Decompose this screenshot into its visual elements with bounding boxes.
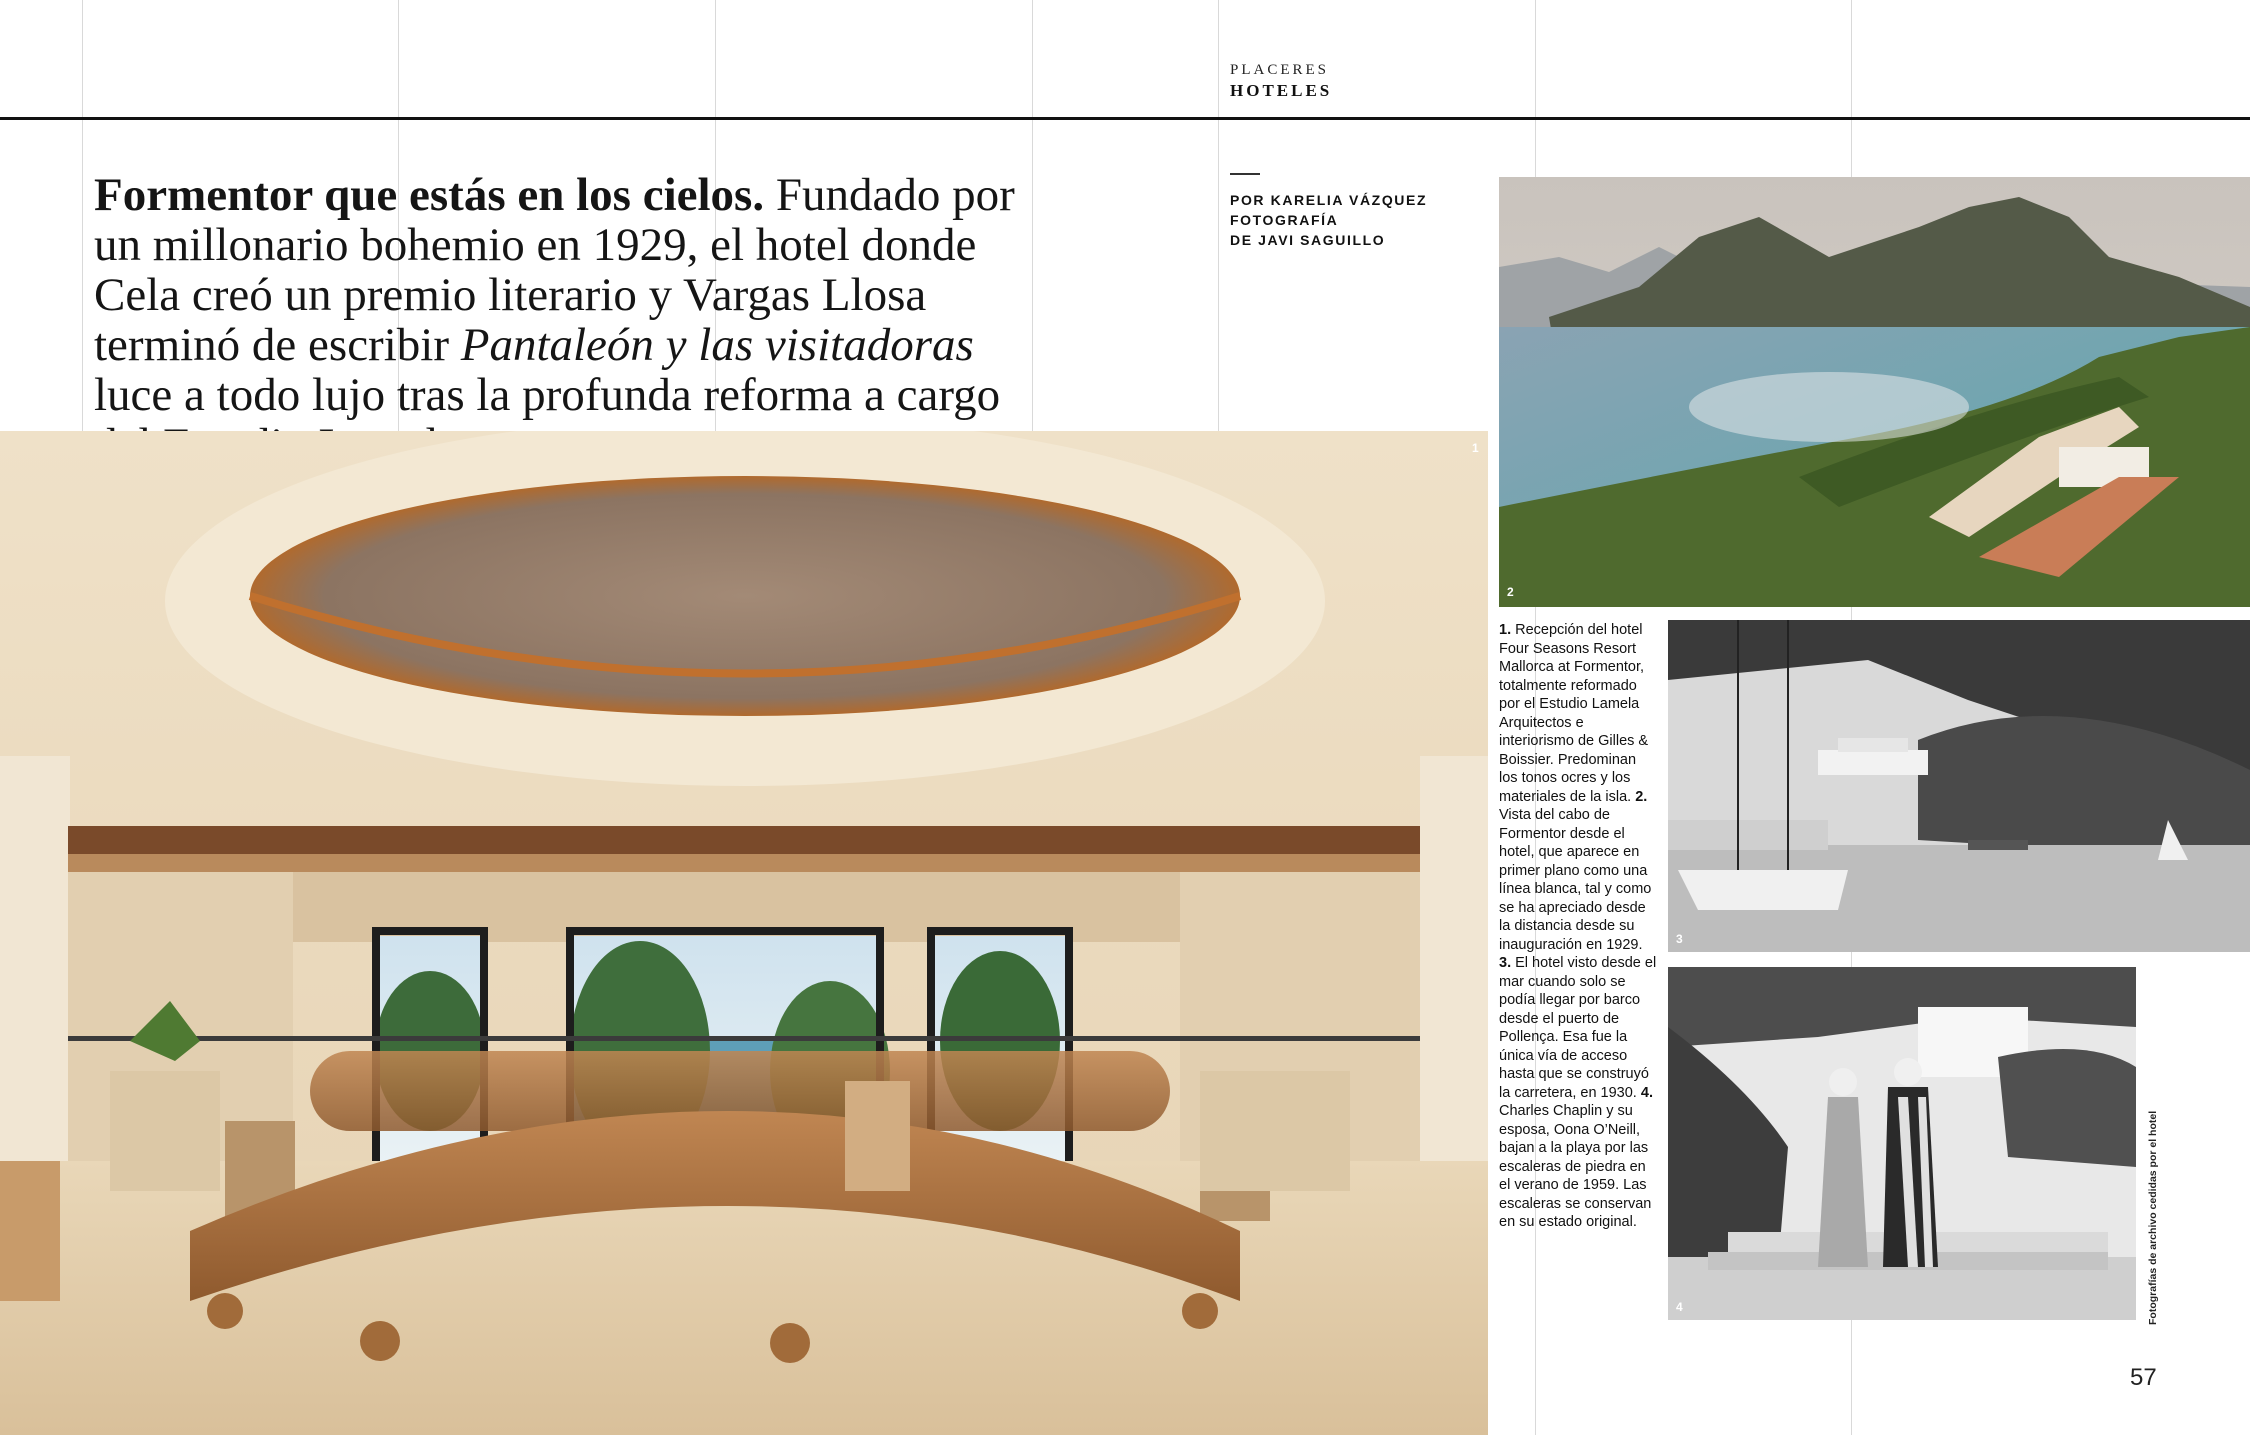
caption-text: El hotel visto desde el mar cuando solo se podía llegar por barco desde el puerto de Pollença. Esa fue la única vía de acceso hasta que se construyó la carretera, en 1930. (1499, 955, 1657, 1101)
photo-lobby (0, 431, 1488, 1435)
stairs-illustration (1668, 967, 2136, 1320)
credits (1230, 190, 1427, 250)
aerial-illustration (1499, 177, 2250, 607)
headline-lead: Formentor que estás en los cielos. (94, 169, 765, 221)
section-category: PLACERES (1230, 62, 1330, 78)
photo-stairs (1668, 967, 2136, 1320)
caption-number: 2. (1635, 788, 1648, 805)
headline-text-1: Fundado por un millonario bohemio en 1929, el hotel donde Cela creó un premio literario y Vargas Llosa terminó de escribir (94, 169, 1015, 371)
credit-author: POR KARELIA VÁZQUEZ (1230, 192, 1428, 208)
photo-aerial (1499, 177, 2250, 607)
credit-photo-label: FOTOGRAFÍA (1230, 212, 1339, 228)
lobby-illustration (0, 431, 1488, 1435)
headline-book-title: Pantaleón y las visitadoras (460, 319, 974, 371)
credits-dash (1230, 173, 1260, 175)
section-title: HOTELES (1230, 81, 1333, 100)
caption-number: 1. (1499, 622, 1512, 638)
header-rule (0, 117, 2250, 120)
photo-number: 1 (1472, 441, 1479, 455)
photo-caption (1499, 621, 1657, 1232)
caption-text: Recepción del hotel Four Seasons Resort Mallorca at Formentor, totalmente reformado por el Estudio Lamela Arquitectos e interiorismo de Gilles & Boissier. Predominan los tonos ocres y los materiales de la isla. (1499, 622, 1649, 805)
photo-credit: Fotografías de archivo cedidas por el hotel (2147, 1110, 2159, 1325)
caption-text: Vista del cabo de Formentor desde el hotel, que aparece en primer plano como una línea blanca, tal y como se ha apreciado desde la distancia desde su inauguración en 1929. (1499, 807, 1652, 953)
photo-number: 4 (1676, 1300, 1683, 1314)
headline (94, 170, 1024, 470)
caption-text: Charles Chaplin y su esposa, Oona O’Neill, bajan a la playa por las escaleras de piedra en el verano de 1959. Las escaleras se conservan en su estado original. (1499, 1103, 1652, 1230)
caption-number: 3. (1499, 955, 1512, 971)
caption-number: 4. (1640, 1084, 1653, 1101)
photo-number: 3 (1676, 932, 1683, 946)
ceiling-disc (250, 476, 1240, 716)
page-number: 57 (2130, 1364, 2157, 1391)
section-label (1230, 62, 1332, 101)
credit-photographer: DE JAVI SAGUILLO (1230, 232, 1386, 248)
harbour-illustration (1668, 620, 2250, 952)
photo-harbour (1668, 620, 2250, 952)
photo-number: 2 (1507, 585, 1514, 599)
headline-text-2: luce a todo lujo tras la profunda reforma a cargo (94, 369, 1001, 421)
